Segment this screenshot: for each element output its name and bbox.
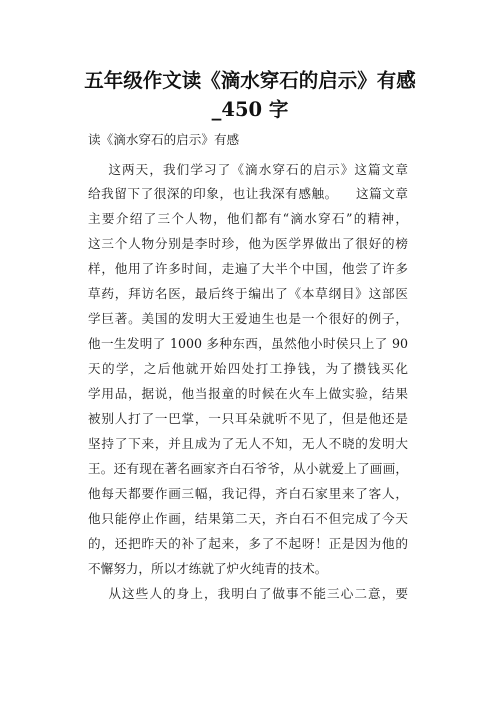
body-line-7: 学巨著。美国的发明大王爱迪生也是一个很好的例子， xyxy=(88,311,408,326)
body-line-6: 草药，拜访名医，最后终于编出了《本草纲目》这部医 xyxy=(88,286,408,301)
body-line-15: 他只能停止作画，结果第二天，齐白石不但完成了今天 xyxy=(88,511,408,526)
body-line-4: 这三个人物分别是李时珍，他为医学界做出了很好的榜 xyxy=(88,236,408,251)
body-line-1: 这两天，我们学习了《滴水穿石的启示》这篇文章 xyxy=(88,162,408,177)
document-title-line-2: _450 字 xyxy=(211,98,289,121)
body-line-16: 的，还把昨天的补了起来，多了不起呀！正是因为他的 xyxy=(88,536,408,551)
body-line-18: 从这些人的身上，我明白了做事不能三心二意，要 xyxy=(88,586,408,601)
body-line-10: 学用品，据说，他当报童的时候在火车上做实验，结果 xyxy=(88,386,408,401)
body-line-13: 王。还有现在著名画家齐白石爷爷，从小就爱上了画画， xyxy=(88,461,408,476)
body-line-3: 主要介绍了三个人物，他们都有“滴水穿石”的精神， xyxy=(88,211,408,226)
article-subtitle: 读《滴水穿石的启示》有感 xyxy=(88,132,240,147)
body-line-17: 不懈努力，所以才练就了炉火纯青的技术。 xyxy=(88,561,328,576)
body-line-8: 他一生发明了 1000 多种东西，虽然他小时侯只上了 90 xyxy=(88,336,408,351)
body-line-14: 他每天都要作画三幅，我记得，齐白石家里来了客人， xyxy=(88,486,408,501)
document-title-line-1: 五年级作文读《滴水穿石的启示》有感 xyxy=(84,69,416,92)
body-line-12: 坚持了下来，并且成为了无人不知，无人不晓的发明大 xyxy=(88,436,408,451)
body-line-5: 样，他用了许多时间，走遍了大半个中国，他尝了许多 xyxy=(88,261,408,276)
body-line-9: 天的学，之后他就开始四处打工挣钱，为了攒钱买化 xyxy=(88,361,408,376)
body-line-2: 给我留下了很深的印象，也让我深有感触。 这篇文章 xyxy=(88,186,408,201)
body-line-11: 被别人打了一巴掌，一只耳朵就听不见了，但是他还是 xyxy=(88,411,408,426)
